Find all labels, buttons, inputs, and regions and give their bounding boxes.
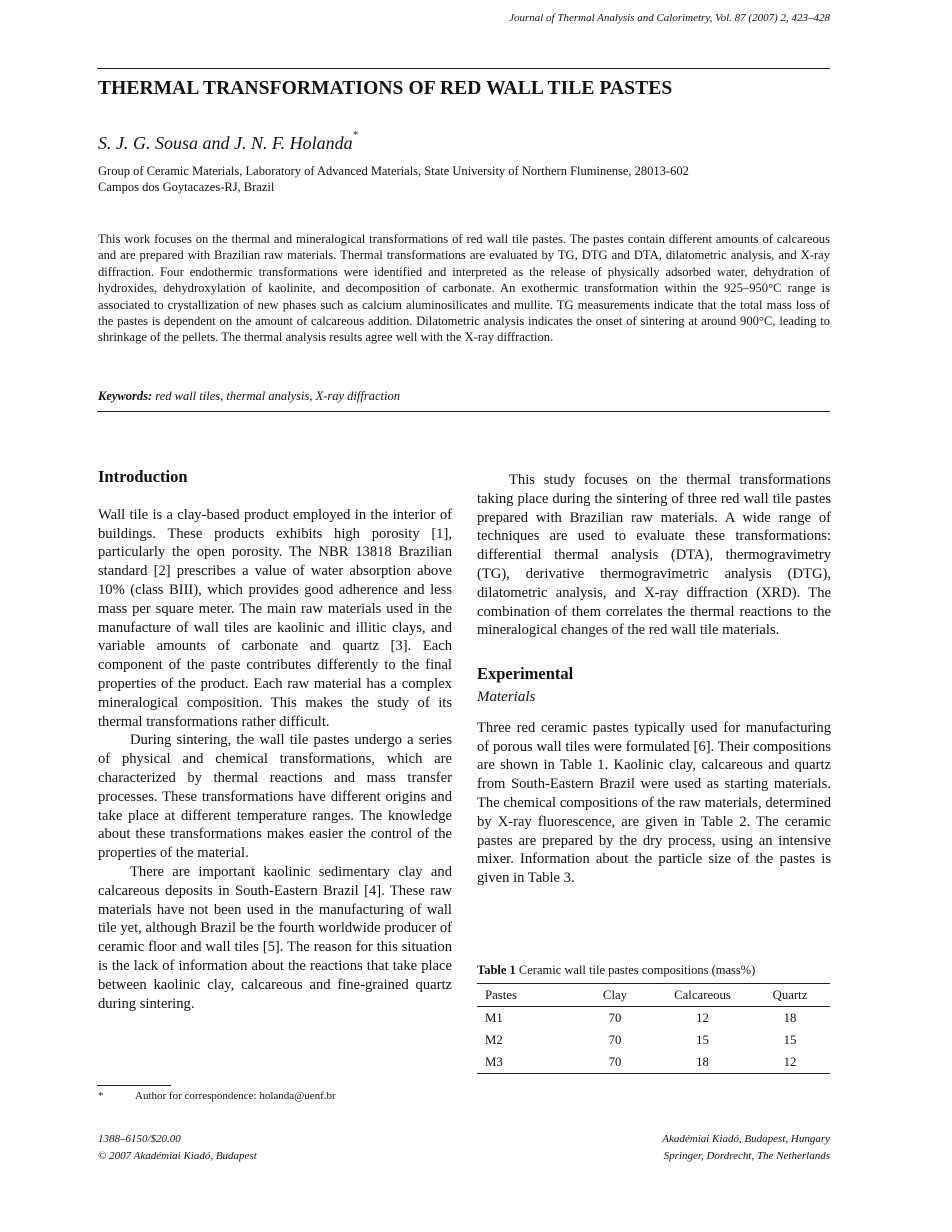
table-cell: 70 bbox=[608, 1010, 622, 1025]
table1-caption bbox=[477, 963, 755, 978]
publisher-1: Akadémiai Kiadó, Budapest, Hungary bbox=[662, 1133, 830, 1145]
right-column bbox=[477, 471, 831, 888]
table-cell: 18 bbox=[655, 1051, 750, 1074]
table1-header-cell: Quartz bbox=[750, 984, 830, 1007]
table1-header-cell: Calcareous bbox=[655, 984, 750, 1007]
experimental-heading: Experimental bbox=[477, 664, 574, 684]
author-mark: * bbox=[352, 130, 358, 141]
table1-caption-text: Ceramic wall tile pastes compositions (mass%) bbox=[518, 963, 756, 977]
table-cell: 70 bbox=[608, 1032, 622, 1047]
footnote-text: Author for correspondence: holanda@uenf.br bbox=[135, 1090, 336, 1102]
author-names: S. J. G. Sousa and J. N. F. Holanda bbox=[98, 133, 353, 153]
footer-right bbox=[662, 1131, 830, 1165]
authors bbox=[98, 130, 358, 154]
table1-header-row bbox=[477, 984, 830, 1007]
footnote-rule bbox=[97, 1085, 171, 1086]
footnote bbox=[98, 1090, 336, 1102]
table1-header-cell: Pastes bbox=[477, 984, 575, 1007]
intro-paragraph-2: During sintering, the wall tile pastes undergo a series of physical and chemical transformations, which are characterized by thermal reactions and mass transfer processes. These transformations have different origins and take place at different temperature ranges. The knowledge about these transformations makes easier the control of the properties of the material. bbox=[98, 732, 452, 862]
study-paragraph: This study focuses on the thermal transformations taking place during the sintering of three red wall tile pastes prepared with Brazilian raw materials. A wide range of techniques are used to evaluate these transformations: differential thermal analysis (DTA), thermogravimetry (TG), derivative thermogravimetric analysis (DTG), dilatometric analysis, and X-ray diffraction (XRD). The combination of them correlates the thermal reactions to the mineralogical changes of the red wall tile materials. bbox=[477, 472, 831, 639]
materials-paragraph: Three red ceramic pastes typically used for manufacturing of porous wall tiles were formulated [6]. Their compositions are shown in Table 1. Kaolinic clay, calcareous and quartz from South-Eastern Brazil were used as starting materials. The chemical compositions of the raw materials, determined by X-ray fluorescence, are given in Table 2. The ceramic pastes are prepared by the dry process, using an intensive mixer. Information about the particle size of the pastes is given in Table 3. bbox=[477, 719, 831, 887]
table1-header-cell: Clay bbox=[575, 984, 655, 1007]
table-row bbox=[477, 1007, 830, 1030]
header-rule bbox=[97, 68, 830, 69]
table-cell: 12 bbox=[750, 1051, 830, 1074]
keywords bbox=[98, 389, 400, 404]
table-row bbox=[477, 1029, 830, 1051]
article-title: THERMAL TRANSFORMATIONS OF RED WALL TILE PASTES bbox=[98, 78, 673, 99]
affiliation-line-2: Campos dos Goytacazes-RJ, Brazil bbox=[98, 180, 275, 194]
table-cell: M3 bbox=[477, 1051, 575, 1074]
publisher-2: Springer, Dordrecht, The Netherlands bbox=[663, 1150, 830, 1162]
materials-heading: Materials bbox=[477, 688, 536, 705]
footnote-mark: * bbox=[98, 1090, 104, 1102]
table1 bbox=[477, 983, 830, 1074]
footer-left bbox=[98, 1131, 257, 1165]
intro-paragraph-3: There are important kaolinic sedimentary clay and calcareous deposits in South-Eastern Brazil [4]. These raw materials have not been used in the manufacturing of wall tile yet, although Brazil be the fourth worldwide producer of ceramic floor and wall tiles [5]. The reason for this situation is the lack of information about the reactions that take place between kaolinic clay, calcareous and fine-grained quartz during sintering. bbox=[98, 863, 452, 1012]
table-cell: 70 bbox=[575, 1051, 655, 1074]
table-row bbox=[477, 1051, 830, 1074]
table-cell: M1 bbox=[485, 1010, 503, 1025]
abstract: This work focuses on the thermal and mineralogical transformations of red wall tile pastes. The pastes contain different amounts of calcareous and are prepared with Brazilian raw materials. Thermal transformations are evaluated by TG, DTG and DTA, dilatometric analysis, and X-ray diffraction. Four endothermic transformations were identified and interpreted as the release of physically adsorbed water, dehydration of hydroxides, dehydroxylation of kaolinite, and decomposition of carbonate. An exothermic transformation within the 925–950°C range is associated to crystallization of new phases such as calcium aluminosilicates and mullite. TG measurements indicate that the total mass loss of the pastes is dependent on the amount of calcareous addition. Dilatometric analysis indicates the onset of sintering at around 900°C, leading to shrinkage of the pellets. The thermal analysis results agree well with the X-ray diffraction. bbox=[98, 232, 830, 345]
table-cell: 12 bbox=[696, 1010, 709, 1025]
keywords-list: red wall tiles, thermal analysis, X-ray diffraction bbox=[155, 389, 400, 403]
intro-paragraph-1: Wall tile is a clay-based product employed in the interior of buildings. These products exhibits high porosity [1], particularly the open porosity. The NBR 13818 Brazilian standard [2] prescribes a value of water absorption above 10% (class BIII), which provides good adherence and less mass per square meter. The main raw materials used in the manufacture of wall tiles are kaolinic and illitic clays, and variable amounts of carbonate and quartz [3]. Each component of the paste contributes differently to the final properties of the product. Each raw material has a complex mineralogical composition. This makes the study of its thermal transformations rather difficult. bbox=[98, 506, 452, 730]
left-column bbox=[98, 468, 452, 1013]
introduction-heading: Introduction bbox=[98, 467, 188, 486]
table1-label: Table 1 bbox=[477, 963, 516, 977]
table-cell: M2 bbox=[485, 1032, 503, 1047]
table-cell: 15 bbox=[783, 1032, 797, 1047]
affiliation-line-1: Group of Ceramic Materials, Laboratory of Advanced Materials, State University of Northern Fluminense, 28013-602 bbox=[98, 164, 689, 178]
table-cell: 15 bbox=[696, 1032, 709, 1047]
issn-price: 1388–6150/$20.00 bbox=[98, 1133, 181, 1145]
journal-citation: Journal of Thermal Analysis and Calorimetry, Vol. 87 (2007) 2, 423–428 bbox=[509, 12, 830, 24]
copyright: © 2007 Akadémiai Kiadó, Budapest bbox=[98, 1150, 257, 1162]
keywords-rule bbox=[97, 411, 830, 412]
affiliation bbox=[98, 163, 833, 195]
table-cell: 18 bbox=[783, 1010, 797, 1025]
keywords-label: Keywords: bbox=[98, 389, 153, 403]
